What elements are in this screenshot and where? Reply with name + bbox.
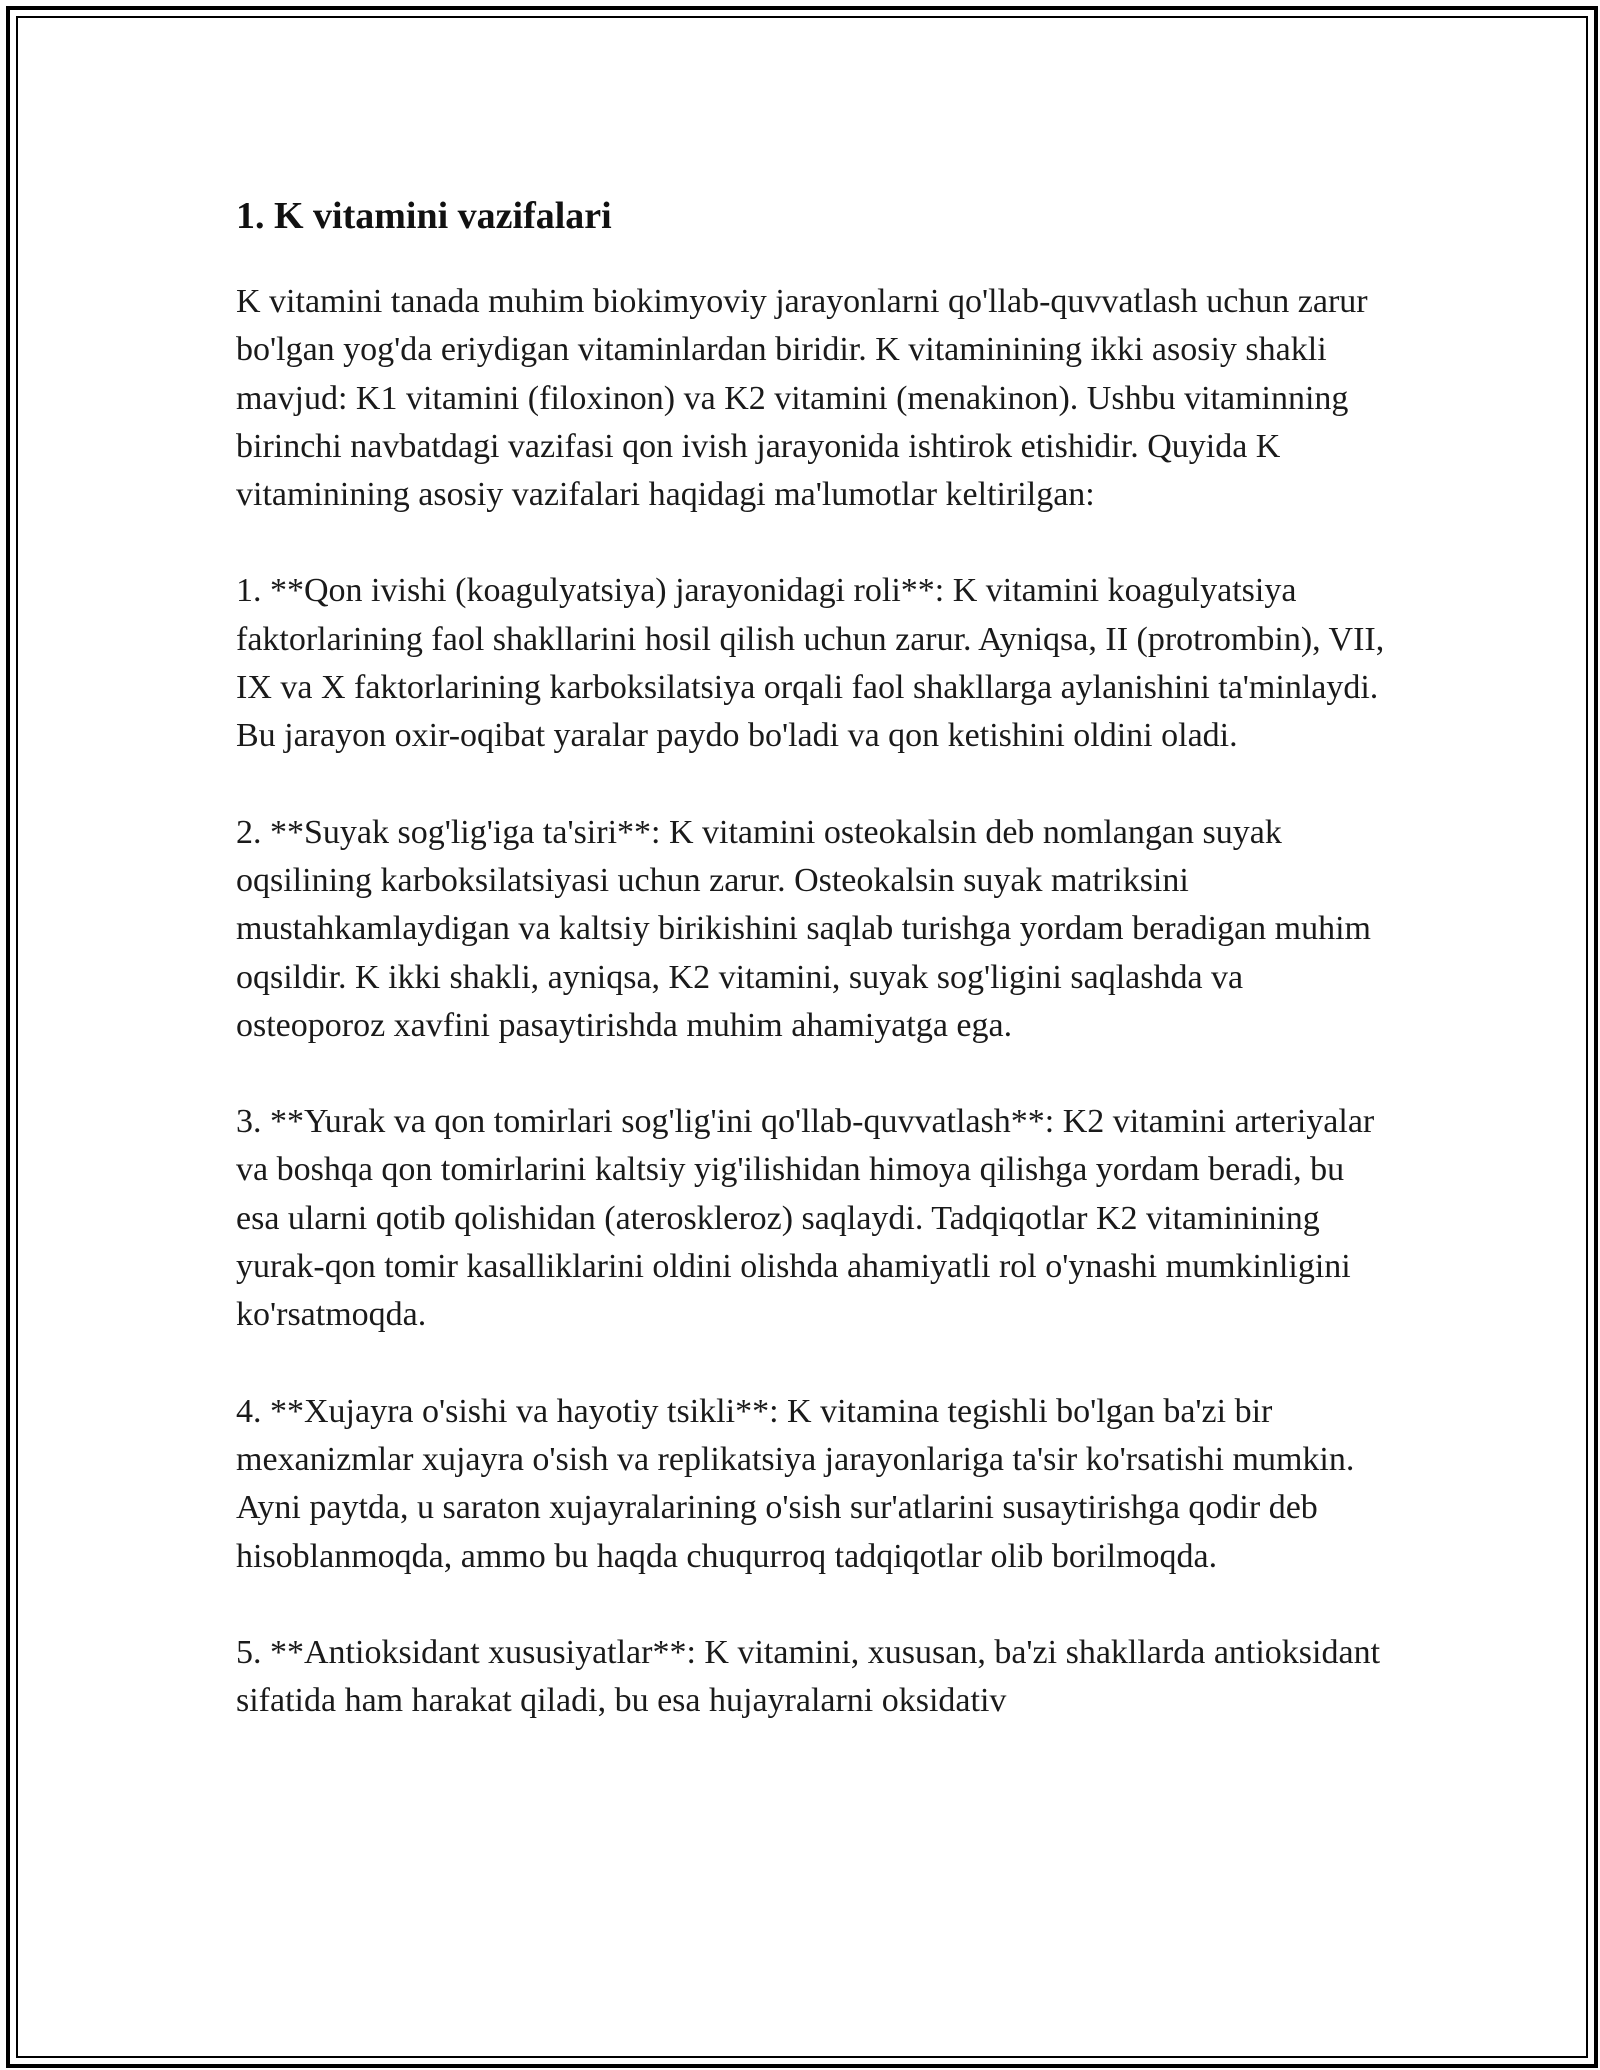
list-item-2: 2. **Suyak sog'lig'iga ta'siri**: K vitamini osteokalsin deb nomlangan suyak oqsilining karboksilatsiyasi uchun zarur. Osteokalsin suyak matriksini mustahkamlaydigan va kaltsiy birikishini saqlab turishga yordam beradigan muhim oqsildir. K ikki shakli, ayniqsa, K2 vitamini, suyak sog'ligini saqlashda va osteoporoz xavfini pasaytirishda muhim ahamiyatga ega. [236, 813, 1371, 1044]
document-body [236, 188, 1386, 1725]
list-item-1: 1. **Qon ivishi (koagulyatsiya) jarayonidagi roli**: K vitamini koagulyatsiya faktorlarining faol shakllarini hosil qilish uchun zarur. Ayniqsa, II (protrombin), VII, IX va X faktorlarining karboksilatsiya orqali faol shakllarga aylanishini ta'minlaydi. Bu jarayon oxir-oqibat yaralar paydo bo'ladi va qon ketishini oldini oladi. [236, 572, 1385, 755]
intro-paragraph: K vitamini tanada muhim biokimyoviy jarayonlarni qo'llab-quvvatlash uchun zarur bo'lgan yog'da eriydigan vitaminlardan biridir. K vitaminining ikki asosiy shakli mavjud: K1 vitamini (filoxinon) va K2 vitamini (menakinon). Ushbu vitaminning birinchi navbatdagi vazifasi qon ivish jarayonida ishtirok etishidir. Quyida K vitaminining asosiy vazifalari haqidagi ma'lumotlar keltirilgan: [236, 283, 1368, 514]
list-item-3: 3. **Yurak va qon tomirlari sog'lig'ini qo'llab-quvvatlash**: K2 vitamini arteriyalar va boshqa qon tomirlarini kaltsiy yig'ilishidan himoya qilishga yordam beradi, bu esa ularni qotib qolishidan (ateroskleroz) saqlaydi. Tadqiqotlar K2 vitaminining yurak-qon tomir kasalliklarini oldini olishda ahamiyatli rol o'ynashi mumkinligini ko'rsatmoqda. [236, 1103, 1375, 1334]
list-item-4: 4. **Xujayra o'sishi va hayotiy tsikli**: K vitamina tegishli bo'lgan ba'zi bir mexanizmlar xujayra o'sish va replikatsiya jarayonlariga ta'sir ko'rsatishi mumkin. Ayni paytda, u saraton xujayralarining o'sish sur'atlarini susaytirishga qodir deb hisoblanmoqda, ammo bu haqda chuqurroq tadqiqotlar olib borilmoqda. [236, 1392, 1355, 1575]
list-item-5: 5. **Antioksidant xususiyatlar**: K vitamini, xususan, ba'zi shakllarda antioksidant sifatida ham harakat qiladi, bu esa hujayralarni oksidativ [236, 1633, 1381, 1720]
section-heading: 1. K vitamini vazifalari [236, 195, 612, 237]
